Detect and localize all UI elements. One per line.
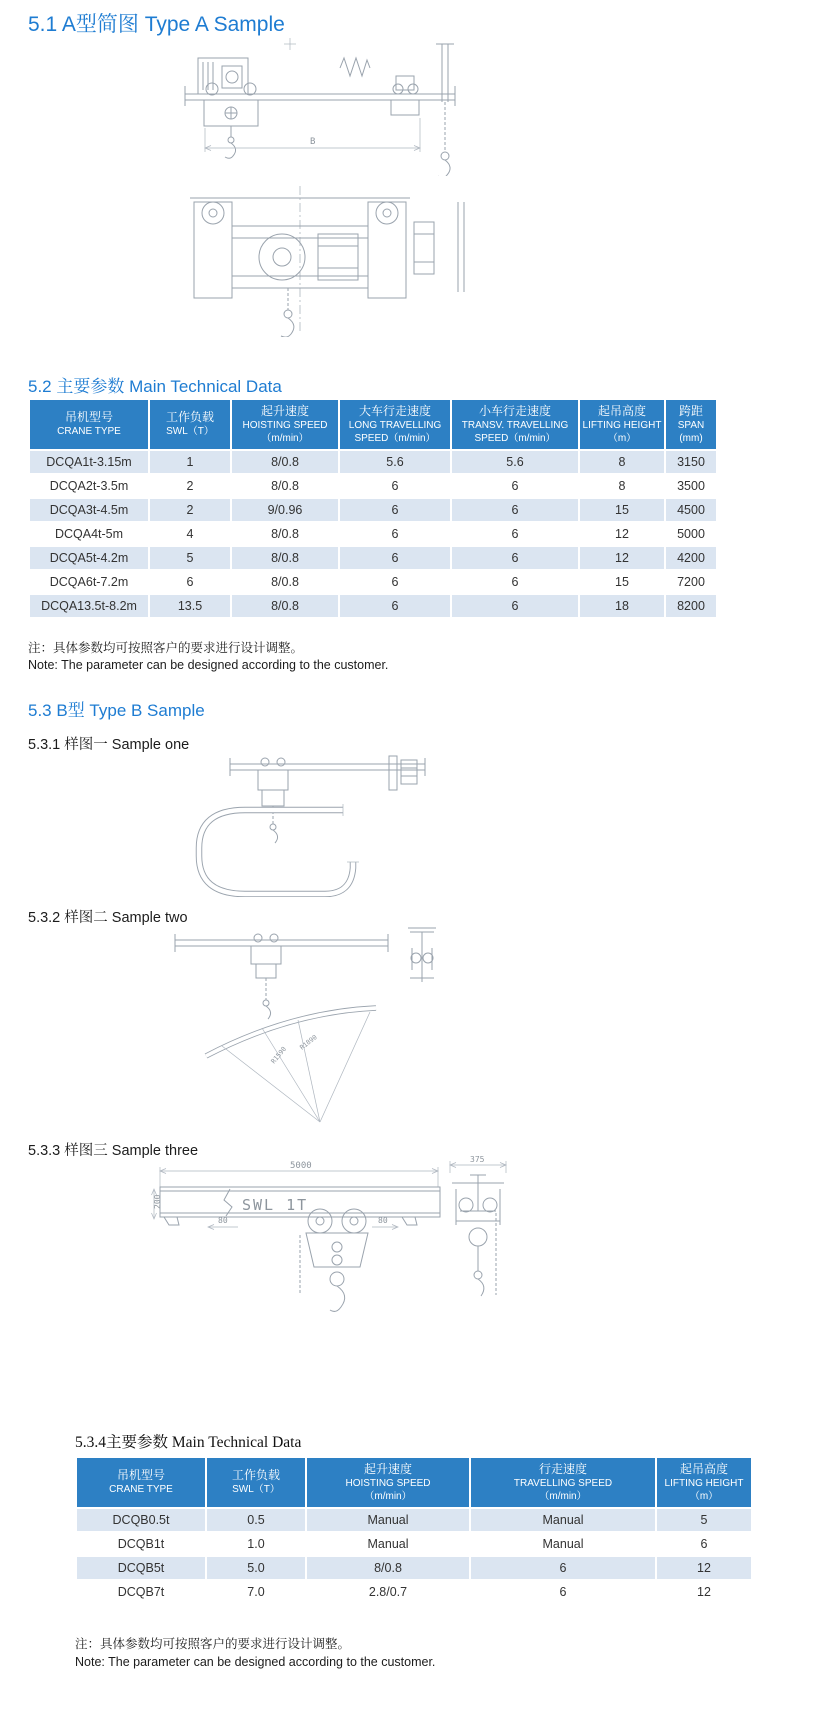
table-cell: 8/0.8 bbox=[232, 475, 338, 497]
table-cell: 2 bbox=[150, 475, 230, 497]
table-row bbox=[30, 571, 716, 593]
table-cell: 8 bbox=[580, 451, 664, 473]
dimension-label-offset-left: 80 bbox=[218, 1216, 228, 1225]
table-cell: 6 bbox=[452, 547, 578, 569]
table-cell: 6 bbox=[340, 547, 450, 569]
table-cell: 6 bbox=[452, 523, 578, 545]
column-header: 起吊高度 LIFTING HEIGHT （m） bbox=[580, 400, 664, 449]
table-cell: 8200 bbox=[666, 595, 716, 617]
table-cell: 5 bbox=[150, 547, 230, 569]
main-technical-data-table-a bbox=[28, 398, 718, 619]
table-cell: 6 bbox=[471, 1581, 655, 1603]
table-cell: DCQB5t bbox=[77, 1557, 205, 1579]
note-b-en: Note: The parameter can be designed according to the customer. bbox=[75, 1655, 436, 1669]
note-a-zh: 注：具体参数均可按照客户的要求进行设计调整。 bbox=[28, 641, 304, 655]
column-header: 工作负载 SWL（T） bbox=[150, 400, 230, 449]
table-cell: 6 bbox=[452, 499, 578, 521]
table-cell: 3500 bbox=[666, 475, 716, 497]
table-cell: 15 bbox=[580, 571, 664, 593]
table-cell: 0.5 bbox=[207, 1509, 305, 1531]
table-cell: 1.0 bbox=[207, 1533, 305, 1555]
table-cell: DCQA5t-4.2m bbox=[30, 547, 148, 569]
column-header: 跨距 SPAN (mm) bbox=[666, 400, 716, 449]
drawing-sample-three bbox=[150, 1155, 520, 1335]
note-a-en: Note: The parameter can be designed according to the customer. bbox=[28, 658, 389, 672]
column-header: 起吊高度 LIFTING HEIGHT （m） bbox=[657, 1458, 751, 1507]
table-cell: 6 bbox=[340, 523, 450, 545]
table-cell: 7.0 bbox=[207, 1581, 305, 1603]
table-row bbox=[30, 595, 716, 617]
table-cell: 8/0.8 bbox=[232, 547, 338, 569]
column-header: 起升速度 HOISTING SPEED （m/min） bbox=[232, 400, 338, 449]
table-cell: 8/0.8 bbox=[232, 523, 338, 545]
column-header: 吊机型号 CRANE TYPE bbox=[30, 400, 148, 449]
table-row bbox=[77, 1509, 751, 1531]
table-cell: DCQA2t-3.5m bbox=[30, 475, 148, 497]
table-cell: 6 bbox=[452, 595, 578, 617]
column-header: 大车行走速度 LONG TRAVELLING SPEED（m/min） bbox=[340, 400, 450, 449]
table-cell: 6 bbox=[657, 1533, 751, 1555]
table-cell: 8/0.8 bbox=[232, 451, 338, 473]
table-cell: 4500 bbox=[666, 499, 716, 521]
table-cell: 5.6 bbox=[340, 451, 450, 473]
table-cell: 5 bbox=[657, 1509, 751, 1531]
table-cell: 6 bbox=[452, 475, 578, 497]
dimension-label-height: 200 bbox=[153, 1194, 162, 1209]
table-row bbox=[30, 451, 716, 473]
table-cell: DCQA3t-4.5m bbox=[30, 499, 148, 521]
column-header: 起升速度 HOISTING SPEED （m/min） bbox=[307, 1458, 469, 1507]
dimension-label-offset-right: 80 bbox=[378, 1216, 388, 1225]
drawing-sample-one bbox=[175, 752, 445, 897]
table-cell: DCQA6t-7.2m bbox=[30, 571, 148, 593]
table-cell: Manual bbox=[471, 1509, 655, 1531]
table-cell: 6 bbox=[452, 571, 578, 593]
table-cell: 18 bbox=[580, 595, 664, 617]
section-title-5-3-1: 5.3.1 样图一 Sample one bbox=[28, 737, 190, 753]
section-title-5-2: 5.2 主要参数 Main Technical Data bbox=[28, 377, 282, 396]
table-cell: 5.6 bbox=[452, 451, 578, 473]
table-cell: 13.5 bbox=[150, 595, 230, 617]
column-header: 吊机型号 CRANE TYPE bbox=[77, 1458, 205, 1507]
table-cell: 6 bbox=[340, 499, 450, 521]
table-cell: 15 bbox=[580, 499, 664, 521]
table-cell: 8/0.8 bbox=[307, 1557, 469, 1579]
table-row bbox=[30, 547, 716, 569]
table-cell: 12 bbox=[657, 1581, 751, 1603]
table-cell: 5000 bbox=[666, 523, 716, 545]
table-cell: 4200 bbox=[666, 547, 716, 569]
table-cell: 6 bbox=[150, 571, 230, 593]
dimension-label-b: B bbox=[310, 137, 316, 147]
table-cell: 8/0.8 bbox=[232, 571, 338, 593]
section-title-5-3-4: 5.3.4主要参数 Main Technical Data bbox=[75, 1434, 302, 1451]
table-cell: Manual bbox=[471, 1533, 655, 1555]
table-cell: 2 bbox=[150, 499, 230, 521]
table-row bbox=[30, 499, 716, 521]
column-header: 行走速度 TRAVELLING SPEED （m/min） bbox=[471, 1458, 655, 1507]
table-cell: DCQB0.5t bbox=[77, 1509, 205, 1531]
table-cell: 6 bbox=[340, 595, 450, 617]
note-b-zh: 注：具体参数均可按照客户的要求进行设计调整。 bbox=[75, 1637, 351, 1651]
table-cell: 8 bbox=[580, 475, 664, 497]
table-row bbox=[77, 1533, 751, 1555]
table-row bbox=[30, 523, 716, 545]
radius-label-outer: R1890 bbox=[298, 1033, 319, 1052]
table-cell: Manual bbox=[307, 1509, 469, 1531]
table-row bbox=[30, 475, 716, 497]
table-header-row bbox=[77, 1458, 751, 1507]
table-cell: 8/0.8 bbox=[232, 595, 338, 617]
table-cell: DCQA1t-3.15m bbox=[30, 451, 148, 473]
table-cell: DCQB7t bbox=[77, 1581, 205, 1603]
table-cell: Manual bbox=[307, 1533, 469, 1555]
table-cell: 4 bbox=[150, 523, 230, 545]
drawing-sample-two bbox=[170, 926, 460, 1126]
table-cell: 5.0 bbox=[207, 1557, 305, 1579]
dimension-label-width: 375 bbox=[470, 1155, 485, 1164]
beam-swl-label: SWL 1T bbox=[242, 1196, 309, 1214]
section-title-5-3-2: 5.3.2 样图二 Sample two bbox=[28, 910, 188, 926]
table-cell: 12 bbox=[580, 547, 664, 569]
table-cell: 12 bbox=[580, 523, 664, 545]
section-title-5-3: 5.3 B型 Type B Sample bbox=[28, 701, 205, 720]
table-row bbox=[77, 1557, 751, 1579]
table-cell: 1 bbox=[150, 451, 230, 473]
dimension-label-span: 5000 bbox=[290, 1161, 312, 1171]
section-title-5-3-3: 5.3.3 样图三 Sample three bbox=[28, 1143, 199, 1159]
table-cell: DCQA13.5t-8.2m bbox=[30, 595, 148, 617]
technical-drawing-type-a-front bbox=[170, 182, 490, 337]
main-technical-data-table-b bbox=[75, 1456, 753, 1605]
table-cell: DCQB1t bbox=[77, 1533, 205, 1555]
table-cell: 12 bbox=[657, 1557, 751, 1579]
section-title-5-1: 5.1 A型简图 Type A Sample bbox=[28, 13, 285, 36]
table-cell: 7200 bbox=[666, 571, 716, 593]
table-cell: 2.8/0.7 bbox=[307, 1581, 469, 1603]
table-cell: 6 bbox=[471, 1557, 655, 1579]
radius-label-inner: R1590 bbox=[269, 1045, 289, 1066]
column-header: 小车行走速度 TRANSV. TRAVELLING SPEED（m/min） bbox=[452, 400, 578, 449]
table-row bbox=[77, 1581, 751, 1603]
column-header: 工作负载 SWL（T） bbox=[207, 1458, 305, 1507]
table-cell: 6 bbox=[340, 571, 450, 593]
table-cell: DCQA4t-5m bbox=[30, 523, 148, 545]
table-cell: 9/0.96 bbox=[232, 499, 338, 521]
table-header-row bbox=[30, 400, 716, 449]
table-cell: 3150 bbox=[666, 451, 716, 473]
table-cell: 6 bbox=[340, 475, 450, 497]
technical-drawing-type-a-side bbox=[170, 36, 490, 176]
